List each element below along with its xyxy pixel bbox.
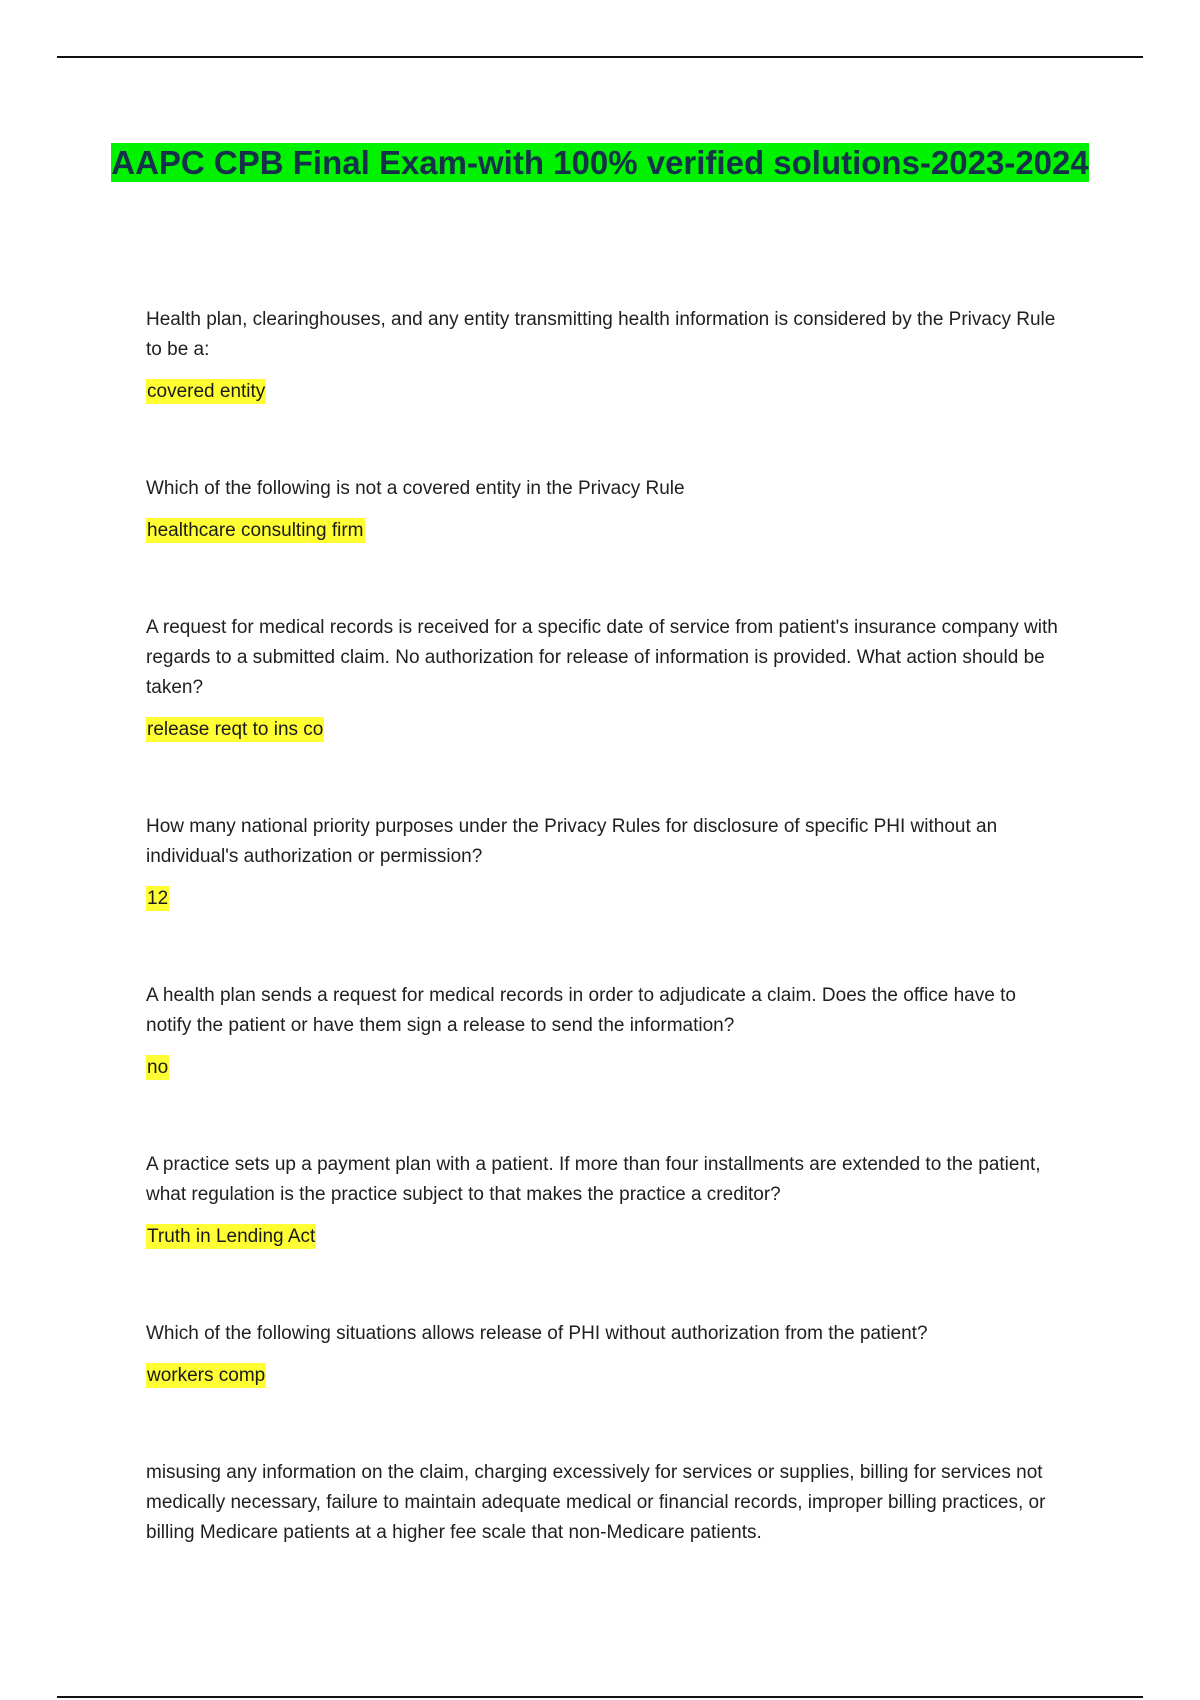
qa-list <box>146 305 1066 1615</box>
qa-item <box>146 1458 1066 1548</box>
document-title-text: AAPC CPB Final Exam-with 100% verified solutions-2023-2024 <box>111 144 1089 181</box>
answer-highlight: Truth in Lending Act <box>147 1226 316 1247</box>
qa-item <box>146 613 1066 745</box>
document-title <box>100 140 1100 185</box>
question-text: How many national priority purposes under the Privacy Rules for disclosure of specific PHI without an individual's authorization or permission? <box>146 816 998 867</box>
top-rule <box>57 56 1143 58</box>
qa-item <box>146 812 1066 914</box>
question-text: Health plan, clearinghouses, and any entity transmitting health information is considered by the Privacy Rule to be a: <box>146 309 1056 360</box>
answer-text <box>146 377 1066 407</box>
question-text: A request for medical records is received for a specific date of service from patient's insurance company with regards to a submitted claim. No authorization for release of information is provided. What action should be taken? <box>146 617 1058 698</box>
question-text: Which of the following is not a covered entity in the Privacy Rule <box>146 478 685 499</box>
question-text: Which of the following situations allows release of PHI without authorization from the patient? <box>146 1323 928 1344</box>
answer-text <box>146 715 1066 745</box>
qa-item <box>146 305 1066 407</box>
answer-highlight: 12 <box>147 888 169 909</box>
answer-text <box>146 1361 1066 1391</box>
qa-item <box>146 1150 1066 1252</box>
bottom-rule <box>57 1696 1143 1698</box>
question-text: A health plan sends a request for medical records in order to adjudicate a claim. Does the office have to notify the patient or have them sign a release to send the information? <box>146 985 1016 1036</box>
question-text: misusing any information on the claim, charging excessively for services or supplies, billing for services not medically necessary, failure to maintain adequate medical or financial records, improper billing practices, or billing Medicare patients at a higher fee scale that non-Medicare patients. <box>146 1462 1046 1543</box>
answer-text <box>146 1222 1066 1252</box>
qa-item <box>146 1319 1066 1391</box>
answer-highlight: workers comp <box>147 1365 266 1386</box>
question-text: A practice sets up a payment plan with a patient. If more than four installments are extended to the patient, what regulation is the practice subject to that makes the practice a creditor? <box>146 1154 1041 1205</box>
answer-highlight: covered entity <box>147 381 266 402</box>
answer-text <box>146 1053 1066 1083</box>
answer-text <box>146 516 1066 546</box>
qa-item <box>146 981 1066 1083</box>
answer-highlight: release reqt to ins co <box>147 719 324 740</box>
answer-text <box>146 884 1066 914</box>
answer-highlight: healthcare consulting firm <box>147 520 364 541</box>
answer-highlight: no <box>147 1057 169 1078</box>
qa-item <box>146 474 1066 546</box>
